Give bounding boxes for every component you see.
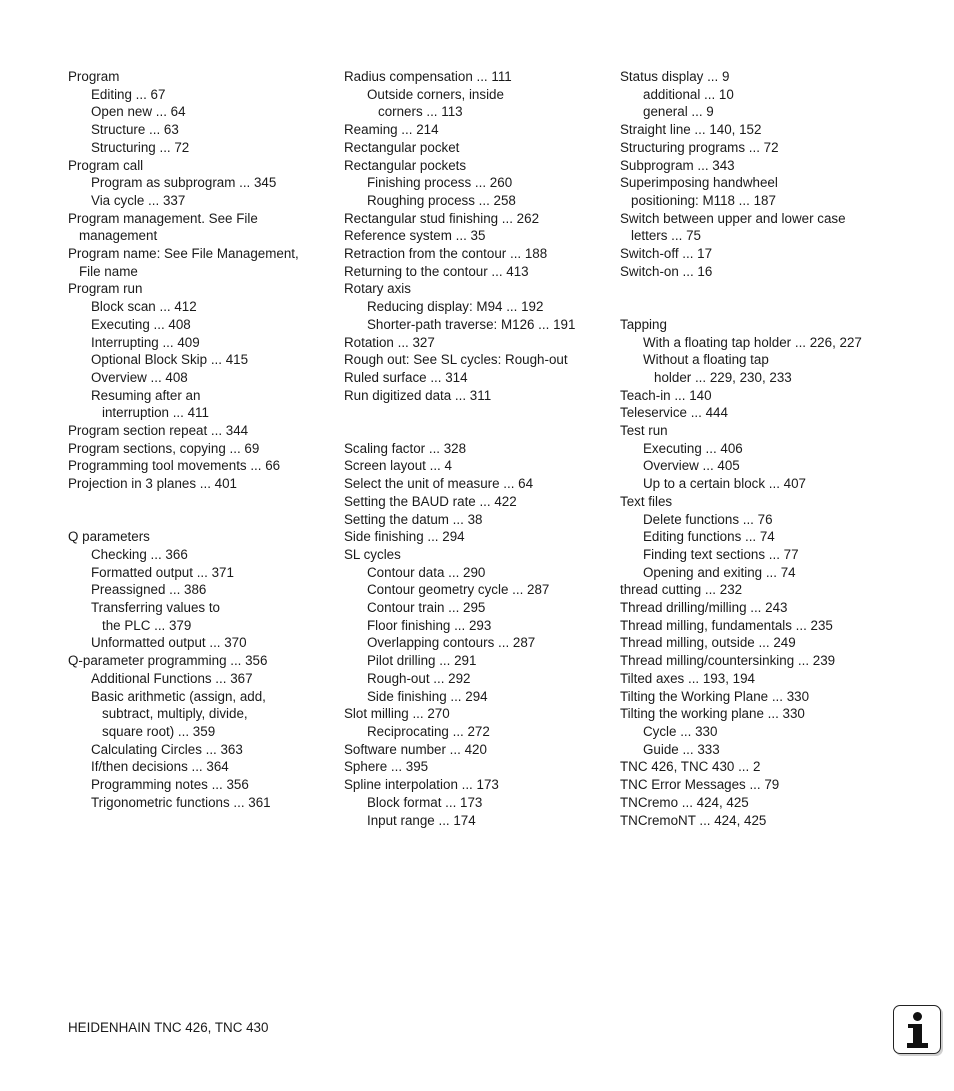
- index-subentry: Contour geometry cycle ... 287: [367, 582, 550, 598]
- index-subentry: interruption ... 411: [102, 405, 209, 421]
- index-subentry: Roughing process ... 258: [367, 192, 516, 208]
- index-entry: TNC 426, TNC 430 ... 2: [620, 759, 761, 775]
- index-entry: Rectangular stud finishing ... 262: [344, 210, 540, 226]
- index-entry: Rough out: See SL cycles: Rough-out: [344, 352, 568, 368]
- index-subentry: Opening and exiting ... 74: [643, 564, 796, 580]
- index-entry: Rectangular pockets: [344, 157, 467, 173]
- section-gap: [620, 280, 888, 315]
- index-entry: Thread milling, fundamentals ... 235: [620, 617, 833, 633]
- index-subentry: Delete functions ... 76: [643, 511, 773, 527]
- index-entry: Select the unit of measure ... 64: [344, 476, 534, 492]
- index-entry: Q parameters: [68, 529, 150, 545]
- index-subentry: square root) ... 359: [102, 724, 216, 739]
- index-subentry: Contour train ... 295: [367, 600, 486, 616]
- index-entry: Program run: [68, 281, 143, 297]
- index-subentry: Outside corners, inside: [367, 86, 504, 102]
- index-entry: Tapping: [620, 316, 667, 332]
- index-entry: Side finishing ... 294: [344, 529, 465, 545]
- index-entry: Returning to the contour ... 413: [344, 263, 529, 279]
- index-entry: thread cutting ... 232: [620, 582, 743, 598]
- index-subentry: Trigonometric functions ... 361: [91, 794, 271, 810]
- index-subentry: Overview ... 408: [91, 369, 188, 385]
- index-entry: Rotation ... 327: [344, 334, 435, 350]
- index-subentry: Floor finishing ... 293: [367, 617, 492, 633]
- index-entry: Reference system ... 35: [344, 228, 486, 244]
- index-subentry: Executing ... 408: [91, 316, 191, 332]
- index-subentry: Executing ... 406: [643, 440, 743, 456]
- index-subentry: Shorter-path traverse: M126 ... 191: [367, 316, 576, 332]
- index-entry: Thread drilling/milling ... 243: [620, 600, 788, 616]
- index-entry: Program management. See File: [68, 210, 258, 226]
- index-subentry: Side finishing ... 294: [367, 688, 488, 704]
- index-subentry: Finishing process ... 260: [367, 175, 513, 191]
- section-gap: [68, 493, 336, 528]
- index-subentry: corners ... 113: [378, 104, 463, 120]
- index-entry-continuation: management: [79, 228, 158, 244]
- index-entry: Tilted axes ... 193, 194: [620, 670, 755, 686]
- index-entry: Text files: [620, 493, 673, 509]
- index-entry: Teach-in ... 140: [620, 387, 712, 403]
- index-subentry: Additional Functions ... 367: [91, 670, 253, 686]
- index-entry: Straight line ... 140, 152: [620, 122, 762, 138]
- index-entry: Thread milling, outside ... 249: [620, 635, 796, 651]
- index-entry: Test run: [620, 423, 668, 439]
- index-entry: Q-parameter programming ... 356: [68, 653, 268, 669]
- index-subentry: Reducing display: M94 ... 192: [367, 299, 544, 315]
- index-entry: Setting the BAUD rate ... 422: [344, 493, 517, 509]
- index-entry: Software number ... 420: [344, 741, 487, 757]
- index-subentry: Input range ... 174: [367, 812, 476, 828]
- index-subentry: Contour data ... 290: [367, 564, 486, 580]
- index-entry: Program: [68, 69, 120, 84]
- index-entry: SL cycles: [344, 546, 401, 562]
- index-subentry: additional ... 10: [643, 86, 734, 102]
- index-subentry: Finding text sections ... 77: [643, 546, 799, 562]
- index-subentry: Overview ... 405: [643, 458, 740, 474]
- index-entry-continuation: positioning: M118 ... 187: [631, 192, 776, 208]
- index-entry: Ruled surface ... 314: [344, 369, 468, 385]
- index-subentry: Structuring ... 72: [91, 139, 190, 155]
- index-subentry: Reciprocating ... 272: [367, 724, 490, 739]
- index-subentry: If/then decisions ... 364: [91, 759, 229, 775]
- index-entry: TNCremoNT ... 424, 425: [620, 812, 767, 828]
- section-gap: [344, 404, 612, 439]
- index-entry-continuation: letters ... 75: [631, 228, 701, 244]
- index-column-1: [68, 68, 336, 812]
- index-subentry: Preassigned ... 386: [91, 582, 207, 598]
- index-entry: Program name: See File Management,: [68, 246, 299, 262]
- index-entry: Projection in 3 planes ... 401: [68, 476, 237, 492]
- index-entry: Program sections, copying ... 69: [68, 440, 260, 456]
- index-entry: Switch-on ... 16: [620, 263, 713, 279]
- index-subentry: Basic arithmetic (assign, add,: [91, 688, 266, 704]
- index-subentry: Program as subprogram ... 345: [91, 175, 277, 191]
- index-subentry: Structure ... 63: [91, 122, 179, 138]
- index-subentry: Block scan ... 412: [91, 299, 197, 315]
- index-subentry: holder ... 229, 230, 233: [654, 369, 792, 385]
- index-subentry: Block format ... 173: [367, 794, 483, 810]
- page-footer: HEIDENHAIN TNC 426, TNC 430: [68, 1020, 269, 1035]
- index-subentry: Editing functions ... 74: [643, 529, 775, 545]
- index-entry: Switch between upper and lower case: [620, 210, 846, 226]
- index-entry: Reaming ... 214: [344, 122, 439, 138]
- index-subentry: Optional Block Skip ... 415: [91, 352, 249, 368]
- index-entry: Setting the datum ... 38: [344, 511, 483, 527]
- index-entry: Sphere ... 395: [344, 759, 429, 775]
- index-entry: Superimposing handwheel: [620, 175, 778, 191]
- index-subentry: Without a floating tap: [643, 352, 769, 368]
- index-subentry: Unformatted output ... 370: [91, 635, 247, 651]
- index-entry: Tilting the working plane ... 330: [620, 706, 805, 722]
- index-subentry: Guide ... 333: [643, 741, 720, 757]
- index-entry: Program section repeat ... 344: [68, 423, 249, 439]
- index-entry: Rectangular pocket: [344, 139, 460, 155]
- index-entry: Teleservice ... 444: [620, 405, 728, 421]
- index-entry: Run digitized data ... 311: [344, 387, 492, 403]
- index-subentry: Pilot drilling ... 291: [367, 653, 477, 669]
- index-entry: Programming tool movements ... 66: [68, 458, 281, 474]
- index-entry: Slot milling ... 270: [344, 706, 450, 722]
- index-entry: Screen layout ... 4: [344, 458, 452, 474]
- index-subentry: subtract, multiply, divide,: [102, 706, 248, 722]
- index-subentry: general ... 9: [643, 104, 714, 120]
- index-subentry: Calculating Circles ... 363: [91, 741, 243, 757]
- index-entry: Thread milling/countersinking ... 239: [620, 653, 836, 669]
- index-subentry: Via cycle ... 337: [91, 192, 186, 208]
- index-entry: TNC Error Messages ... 79: [620, 777, 780, 793]
- index-subentry: Programming notes ... 356: [91, 777, 249, 793]
- index-subentry: Checking ... 366: [91, 546, 188, 562]
- index-entry-continuation: File name: [79, 263, 138, 279]
- index-entry: Retraction from the contour ... 188: [344, 246, 548, 262]
- index-subentry: Open new ... 64: [91, 104, 186, 120]
- index-entry: Subprogram ... 343: [620, 157, 735, 173]
- index-subentry: Formatted output ... 371: [91, 564, 234, 580]
- index-entry: Structuring programs ... 72: [620, 139, 779, 155]
- index-subentry: Rough-out ... 292: [367, 670, 471, 686]
- index-entry: Switch-off ... 17: [620, 246, 713, 262]
- index-column-3: [620, 68, 888, 829]
- index-entry: TNCremo ... 424, 425: [620, 794, 749, 810]
- index-entry: Program call: [68, 157, 144, 173]
- index-entry: Rotary axis: [344, 281, 411, 297]
- index-subentry: Resuming after an: [91, 387, 201, 403]
- index-entry: Spline interpolation ... 173: [344, 777, 499, 793]
- index-entry: Tilting the Working Plane ... 330: [620, 688, 810, 704]
- index-entry: Status display ... 9: [620, 69, 730, 84]
- index-subentry: Editing ... 67: [91, 86, 166, 102]
- index-subentry: the PLC ... 379: [102, 617, 192, 633]
- index-subentry: Cycle ... 330: [643, 724, 718, 739]
- index-entry: Radius compensation ... 111: [344, 69, 512, 84]
- index-subentry: Up to a certain block ... 407: [643, 476, 807, 492]
- index-subentry: Transferring values to: [91, 600, 221, 616]
- index-subentry: With a floating tap holder ... 226, 227: [643, 334, 862, 350]
- info-icon: [893, 1005, 941, 1054]
- index-subentry: Overlapping contours ... 287: [367, 635, 536, 651]
- index-entry: Scaling factor ... 328: [344, 440, 467, 456]
- index-column-2: [344, 68, 612, 829]
- index-subentry: Interrupting ... 409: [91, 334, 200, 350]
